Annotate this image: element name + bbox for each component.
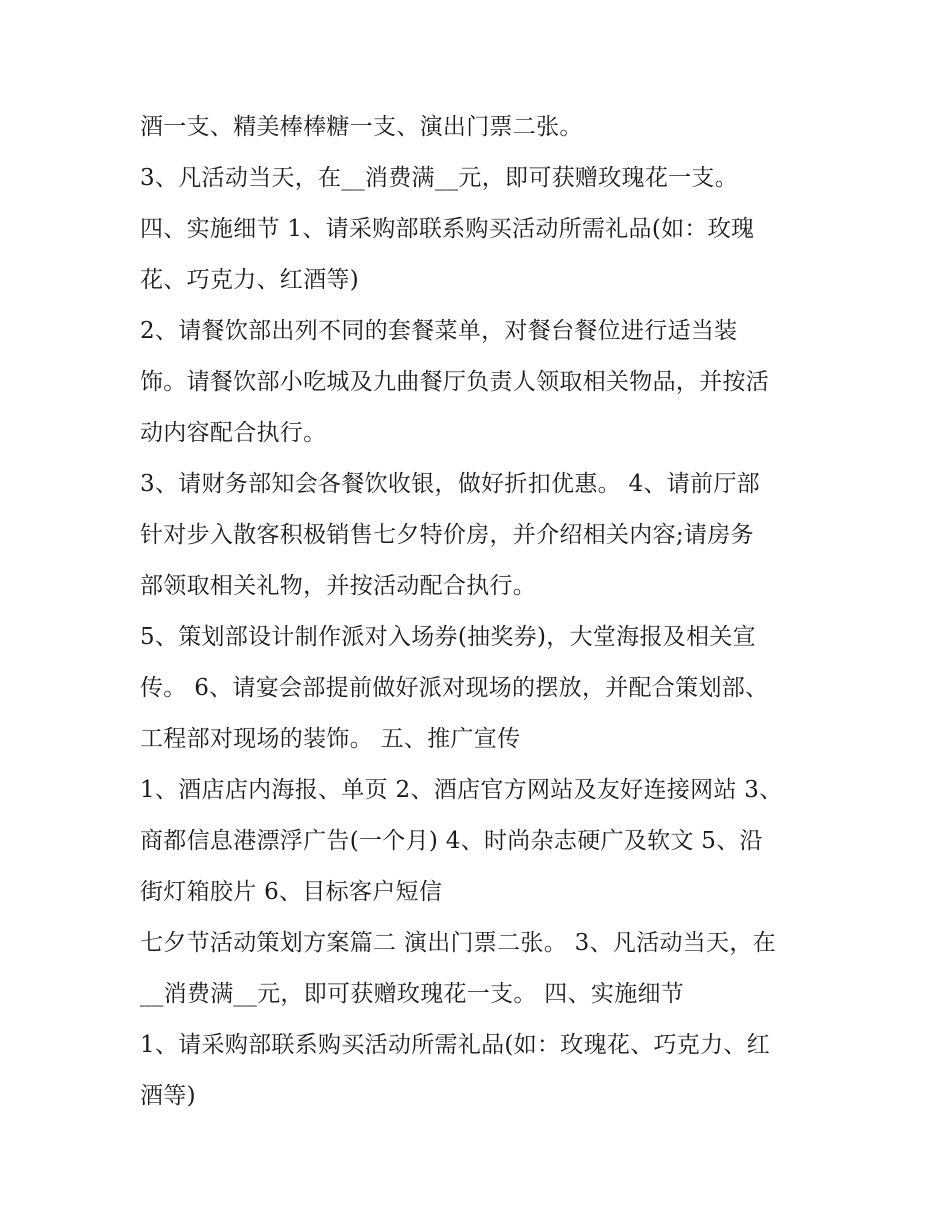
text-line: 3、凡活动当天，在__消费满__元，即可获赠玫瑰花一支。 <box>140 165 739 191</box>
text-line: 1、请采购部联系购买活动所需礼品(如：玫瑰花、巧克力、红 <box>140 1032 771 1058</box>
text-line: 1、酒店店内海报、单页 2、酒店官方网站及友好连接网站 3、 <box>140 777 783 803</box>
text-line: 七夕节活动策划方案篇二 演出门票二张。 3、凡活动当天，在 <box>140 930 776 956</box>
text-line: 部领取相关礼物，并按活动配合执行。 <box>140 573 537 599</box>
text-line: 饰。请餐饮部小吃城及九曲餐厅负责人领取相关物品，并按活 <box>140 369 770 395</box>
text-line: 花、巧克力、红酒等) <box>140 267 359 293</box>
text-line: 街灯箱胶片 6、目标客户短信 <box>140 879 443 905</box>
text-line: 酒等) <box>140 1083 196 1109</box>
text-line: 动内容配合执行。 <box>140 420 327 446</box>
text-line: 5、策划部设计制作派对入场券(抽奖券)，大堂海报及相关宣 <box>140 624 756 650</box>
text-line: 传。 6、请宴会部提前做好派对现场的摆放，并配合策划部、 <box>140 675 769 701</box>
text-line: 商都信息港漂浮广告(一个月) 4、时尚杂志硬广及软文 5、沿 <box>140 828 763 854</box>
text-line: 2、请餐饮部出列不同的套餐菜单，对餐台餐位进行适当装 <box>140 318 738 344</box>
text-line: 酒一支、精美棒棒糖一支、演出门票二张。 <box>140 114 583 140</box>
text-line: 3、请财务部知会各餐饮收银，做好折扣优惠。 4、请前厅部 <box>140 471 760 497</box>
text-line: __消费满__元，即可获赠玫瑰花一支。 四、实施细节 <box>140 981 685 1007</box>
text-line: 工程部对现场的装饰。 五、推广宣传 <box>140 726 521 752</box>
document-body <box>140 102 820 1122</box>
text-line: 四、实施细节 1、请采购部联系购买活动所需礼品(如：玫瑰 <box>140 216 755 242</box>
text-line: 针对步入散客积极销售七夕特价房，并介绍相关内容;请房务 <box>140 522 754 548</box>
